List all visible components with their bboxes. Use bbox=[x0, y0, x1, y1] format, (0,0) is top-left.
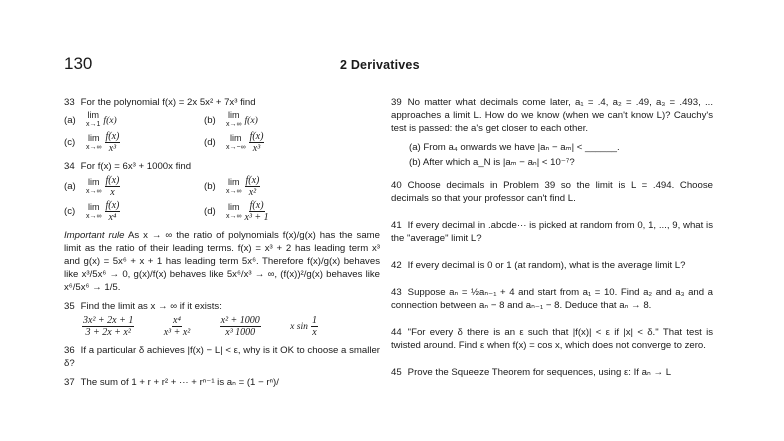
denominator: x² bbox=[248, 187, 257, 198]
limit-operator bbox=[226, 134, 246, 152]
problem-text: Prove the Squeeze Theorem for sequences, using ε: If aₙ → L bbox=[407, 367, 672, 378]
x-sin-prefix: x sin bbox=[290, 321, 308, 332]
lim-subscript: x→∞ bbox=[226, 212, 242, 220]
part-b bbox=[204, 111, 344, 129]
problem-text: If every decimal in .abcde··· is picked at random from 0, 1, ..., 9, what is the "average" limit L? bbox=[391, 220, 713, 244]
page-number: 130 bbox=[64, 54, 93, 73]
part-d bbox=[204, 200, 344, 223]
expressions-row bbox=[82, 315, 318, 338]
problem-number: 35 bbox=[64, 301, 75, 312]
problem-number: 43 bbox=[391, 287, 402, 298]
problem-text: Choose decimals in Problem 39 so the limit is L = .494. Choose decimals so that your professor can't find L. bbox=[391, 180, 713, 204]
part-a bbox=[64, 175, 204, 198]
part-a bbox=[64, 111, 204, 129]
problem-text: Suppose aₙ = ½aₙ₋₁ + 4 and start from a₁ = 10. Find a₂ and a₃ and a connection between aₙ − 8 and aₙ₋₁ − 8. Deduce that aₙ → 8. bbox=[391, 287, 713, 311]
fraction bbox=[245, 200, 269, 223]
part-label: (d) bbox=[204, 137, 216, 148]
limit-operator bbox=[86, 134, 102, 152]
fraction bbox=[105, 200, 121, 223]
part-label: (a) bbox=[64, 114, 76, 126]
lim-text: lim bbox=[88, 201, 100, 212]
lim-subscript: x→−∞ bbox=[226, 143, 246, 151]
denominator: x³ bbox=[252, 143, 261, 154]
problem-text: The sum of 1 + r + r² + ··· + rⁿ⁻¹ is aₙ = (1 − rⁿ)/ bbox=[80, 377, 279, 388]
chapter-title: 2 Derivatives bbox=[340, 58, 420, 72]
lim-text: lim bbox=[228, 110, 240, 120]
problem-34 bbox=[64, 160, 380, 223]
problem-number: 41 bbox=[391, 220, 402, 231]
part-b: (b) After which a_N is |aₘ − aₙ| < 10⁻⁷? bbox=[409, 157, 575, 168]
denominator: x bbox=[110, 187, 115, 198]
problem-number: 42 bbox=[391, 260, 402, 271]
problem-number: 36 bbox=[64, 345, 75, 356]
rule-text: As x → ∞ the ratio of polynomials f(x)/g(x) has the same limit as the ratio of their leading terms. f(x) = x³ + 2 has leading term x³ and g(x) = 5x⁶ + x + 1 has leading term 5x⁶. Therefore f(x)/g(x) behaves like x³/5x⁶ → 0, g(x)/f(x) behaves like 5x⁶/x³ → ∞, (f(x))²/g(x) behaves like x⁶/5x⁶ → 1/5. bbox=[64, 230, 380, 293]
spacer bbox=[391, 318, 713, 326]
part-c bbox=[64, 131, 204, 154]
lim-text: lim bbox=[228, 201, 240, 212]
limit-operator bbox=[86, 203, 102, 221]
limit-operator bbox=[226, 203, 242, 221]
problem-number: 34 bbox=[64, 161, 75, 172]
left-column bbox=[64, 96, 380, 395]
problem-39 bbox=[391, 96, 713, 135]
problem-33 bbox=[64, 96, 380, 154]
important-rule bbox=[64, 229, 380, 294]
lim-subscript: x→∞ bbox=[86, 143, 102, 151]
denominator: x³ bbox=[108, 143, 117, 154]
numerator: f(x) bbox=[105, 200, 120, 211]
problem-text: For f(x) = 6x³ + 1000x find bbox=[80, 161, 192, 172]
lim-text: lim bbox=[230, 132, 242, 143]
limit-expression: f(x) bbox=[103, 114, 117, 126]
problem-45 bbox=[391, 366, 713, 379]
denominator: x³ + x² bbox=[163, 327, 191, 338]
fraction bbox=[245, 175, 261, 198]
x-sin-expression bbox=[290, 315, 318, 338]
numerator: f(x) bbox=[249, 200, 264, 211]
lim-text: lim bbox=[88, 176, 100, 187]
denominator: x³ 1000 bbox=[225, 327, 256, 338]
problem-35 bbox=[64, 300, 380, 338]
fraction bbox=[164, 315, 191, 338]
limits-row bbox=[64, 131, 380, 154]
problem-text: If every decimal is 0 or 1 (at random), what is the average limit L? bbox=[407, 260, 686, 271]
limit-operator bbox=[226, 111, 242, 129]
rule-label: Important rule bbox=[64, 230, 125, 241]
numerator: f(x) bbox=[249, 131, 264, 142]
numerator: f(x) bbox=[105, 175, 120, 186]
lim-text: lim bbox=[88, 132, 100, 143]
problem-number: 37 bbox=[64, 377, 75, 388]
problem-number: 33 bbox=[64, 97, 75, 108]
part-label: (b) bbox=[204, 114, 216, 126]
problem-number: 45 bbox=[391, 367, 402, 378]
problem-42 bbox=[391, 259, 713, 272]
problem-37 bbox=[64, 376, 380, 389]
limits-row bbox=[64, 111, 380, 129]
fraction bbox=[105, 131, 121, 154]
part-c bbox=[64, 200, 204, 223]
limits-row bbox=[64, 200, 380, 223]
spacer bbox=[391, 358, 713, 366]
problem-text: "For every δ there is an ε such that |f(x)| < ε if |x| < δ." That test is twisted around. Find ε when f(x) = cos x, which does not converge to zero. bbox=[391, 327, 713, 351]
part-a: (a) From a₄ onwards we have |aₙ − aₘ| < ______. bbox=[409, 142, 620, 153]
problem-39-parts bbox=[409, 141, 713, 169]
fraction bbox=[249, 131, 265, 154]
part-label: (c) bbox=[64, 137, 76, 148]
lim-subscript: x→1 bbox=[86, 121, 101, 128]
fraction bbox=[82, 315, 134, 338]
problem-number: 40 bbox=[391, 180, 402, 191]
problem-text: If a particular δ achieves |f(x) − L| < ε, why is it OK to choose a smaller δ? bbox=[64, 345, 380, 369]
lim-subscript: x→∞ bbox=[226, 121, 242, 128]
numerator: x⁴ bbox=[173, 315, 181, 326]
denominator: 3 + 2x + x² bbox=[85, 327, 131, 338]
spacer bbox=[391, 211, 713, 219]
denominator: x bbox=[312, 327, 317, 338]
denominator: x⁴ bbox=[108, 212, 117, 223]
fraction bbox=[105, 175, 121, 198]
spacer bbox=[391, 278, 713, 286]
problem-text: Find the limit as x → ∞ if it exists: bbox=[80, 301, 222, 312]
limit-operator bbox=[86, 178, 102, 196]
limits-row bbox=[64, 175, 380, 198]
limit-operator bbox=[86, 111, 100, 129]
numerator: x² + 1000 bbox=[220, 315, 260, 326]
lim-text: lim bbox=[228, 176, 240, 187]
part-d bbox=[204, 131, 344, 154]
lim-text: lim bbox=[87, 110, 99, 120]
fraction bbox=[220, 315, 261, 338]
part-label: (c) bbox=[64, 206, 76, 217]
problem-36 bbox=[64, 344, 380, 370]
lim-subscript: x→∞ bbox=[86, 187, 102, 195]
right-column bbox=[391, 96, 713, 385]
numerator: 1 bbox=[311, 315, 317, 326]
spacer bbox=[391, 251, 713, 259]
limit-operator bbox=[226, 178, 242, 196]
lim-subscript: x→∞ bbox=[86, 212, 102, 220]
problem-41 bbox=[391, 219, 713, 245]
part-label: (a) bbox=[64, 181, 76, 192]
numerator: 3x² + 2x + 1 bbox=[83, 315, 134, 326]
problem-text: For the polynomial f(x) = 2x 5x² + 7x³ find bbox=[80, 97, 256, 108]
problem-number: 44 bbox=[391, 327, 402, 338]
limit-expression: f(x) bbox=[244, 114, 258, 126]
spacer bbox=[391, 171, 713, 179]
part-b bbox=[204, 175, 344, 198]
part-label: (d) bbox=[204, 206, 216, 217]
problem-text: No matter what decimals come later, a₁ = .4, a₂ = .49, a₃ = .493, ... approaches a limit L. How do we know (when we can't know L)? Cauchy's test is passed: the a's get closer to each other. bbox=[391, 97, 713, 134]
numerator: f(x) bbox=[105, 131, 120, 142]
denominator: x³ + 1 bbox=[244, 212, 269, 223]
problem-43 bbox=[391, 286, 713, 312]
lim-subscript: x→∞ bbox=[226, 187, 242, 195]
problem-44 bbox=[391, 326, 713, 352]
problem-40 bbox=[391, 179, 713, 205]
problem-number: 39 bbox=[391, 97, 402, 108]
numerator: f(x) bbox=[245, 175, 260, 186]
part-label: (b) bbox=[204, 181, 216, 192]
fraction bbox=[311, 315, 318, 338]
